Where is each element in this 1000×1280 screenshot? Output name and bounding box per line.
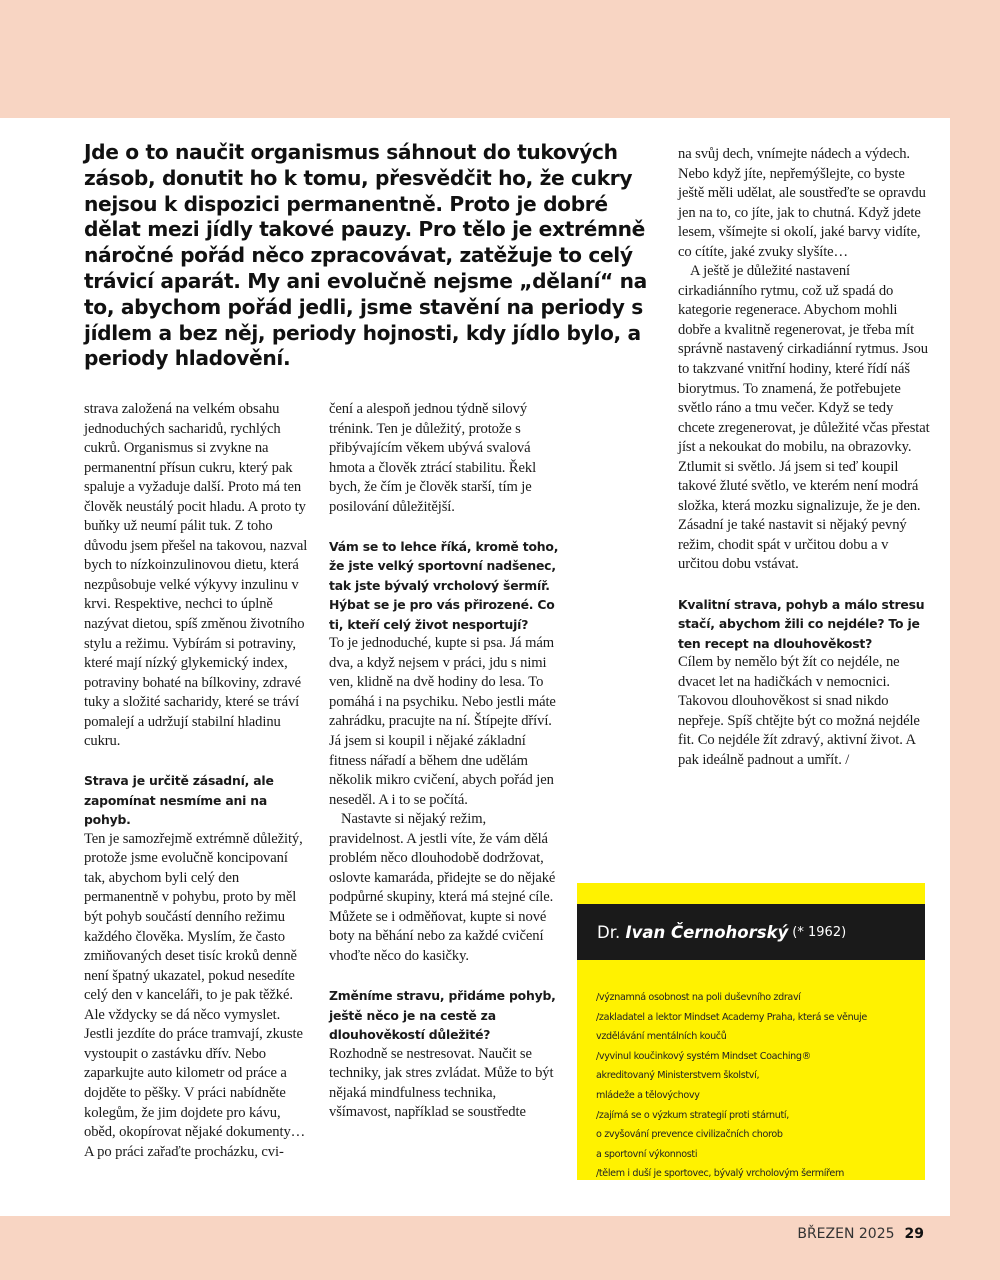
bio-line: /tělem i duší je sportovec, bývalý vrcholovým šermířem [596, 1168, 844, 1180]
article-page [0, 118, 950, 1216]
bio-line: vzdělávání mentálních koučů [596, 1031, 727, 1043]
interview-question: Vám se to lehce říká, kromě toho, že jste velký sportovní nadšenec, tak jste bývalý vrcholový šermíř. Hýbat se je pro vás přirozené. Co ti, kteří celý život nesportují? [329, 538, 559, 632]
text-column-1 [84, 400, 312, 1162]
bio-line: /zajímá se o výzkum strategií proti stárnutí, [596, 1109, 789, 1121]
bio-year: (* 1962) [792, 924, 847, 940]
text-column-3 [678, 145, 930, 770]
paragraph: Rozhodně se nestresovat. Naučit se techniky, jak stres zvládat. Může to být nějaká mindfulness technika, všímavost, například se soustředte [329, 1045, 554, 1121]
page-footer [797, 1226, 924, 1242]
bio-name: Ivan Černohorský [625, 922, 789, 942]
interview-question: Kvalitní strava, pohyb a málo stresu stačí, abychom žili co nejdéle? To je ten recept na dlouhověkost? [678, 596, 925, 651]
bio-line: /vyvinul koučinkový systém Mindset Coaching® [596, 1050, 811, 1062]
pull-quote: Jde o to naučit organismus sáhnout do tukových zásob, donutit ho k tomu, přesvědčit ho, že cukry nejsou k dispozici permanentně. Proto je dobré dělat mezi jídly takové pauzy. Pro tělo je extrémně náročné pořád něco zpracovávat, zatěžuje to celý trávicí aparát. My ani evolučně nejsme „dělaní“ na to, abychom pořád jedli, jsme stavění na periody s jídlem a bez něj, periody hojnosti, kdy jídlo bylo, a periody hladovění. [84, 140, 647, 371]
paragraph: čení a alespoň jednou týdně silový trénink. Ten je důležitý, protože s přibývajícím věkem ubývá svalová hmota a člověk ztrácí stabilitu. Řekl bych, že čím je člověk starší, tím je posilování důležitější. [329, 401, 537, 515]
bio-list [596, 988, 921, 1184]
interview-question: Strava je určitě zásadní, ale zapomínat nesmíme ani na pohyb. [84, 773, 274, 828]
text-column-2 [329, 400, 561, 1123]
bio-box [577, 883, 925, 1180]
bio-line: akreditovaný Ministerstvem školství, [596, 1070, 760, 1082]
bio-line: o zvyšování prevence civilizačních chorob [596, 1129, 783, 1141]
interview-question: Změníme stravu, přidáme pohyb, ještě něco je na cestě za dlouhověkostí důležité? [329, 988, 556, 1043]
bio-line: /významná osobnost na poli duševního zdraví [596, 992, 801, 1003]
issue-label: BŘEZEN 2025 [797, 1226, 895, 1242]
paragraph: na svůj dech, vnímejte nádech a výdech. Nebo když jíte, nepřemýšlejte, co byste ještě měli udělat, ale soustřeďte se opravdu jen na to, co jíte, jak to chutná. Když jdete lesem, všímejte si okolí, jaké barvy vidíte, co cítíte, jaké zvuky slyšíte… [678, 146, 926, 260]
bio-header [577, 904, 925, 960]
paragraph: Nastavte si nějaký režim, pravidelnost. A jestli víte, že vám dělá problém něco dlouhodobě dodržovat, oslovte kamaráda, přidejte se do nějaké podpůrné skupiny, která má stejné cíle. Můžete se i odměňovat, kupte si nové boty na běhání nebo za každé cvičení vhoďte něco do kasičky. [329, 811, 556, 965]
bio-line: /zakladatel a lektor Mindset Academy Praha, která se věnuje [596, 1011, 867, 1023]
bio-line: mládeže a tělovýchovy [596, 1089, 700, 1101]
paragraph: strava založená na velkém obsahu jednoduchých sacharidů, rychlých cukrů. Organismus si zvykne na permanentní přísun cukru, který pak spaluje a vyžaduje další. Proto má ten člověk neustálý pocit hladu. A proto ty buňky už neumí pálit tuk. Z toho důvodu jsem přešel na takovou, nazval bych to nízkoinzulinovou dietu, která nezpůsobuje velké výkyvy inzulinu v krvi. Respektive, nechci to úplně nazývat dietou, spíš změnou životního stylu a režimu. Vybírám si potraviny, které mají nízký glykemický index, potraviny bohaté na bílkoviny, zdravé tuky a složité sacharidy, které se tráví pomalejí a udržují stabilní hladinu cukru. [84, 401, 308, 750]
page-number: 29 [904, 1226, 924, 1242]
bio-title: Dr. [597, 922, 621, 942]
paragraph: A ještě je důležité nastavení cirkadiánního rytmu, což už spadá do kategorie regenerace. Abychom mohli dobře a kvalitně regenerovat, je třeba mít správně nastavený cirkadiánní rytmus. Jsou to takzvané vnitřní hodiny, které řídí náš biorytmus. To znamená, že potřebujete světlo ráno a tmu večer. Když se tedy chcete zregenerovat, je důležité včas přestat jíst a nekoukat do mobilu, na obrazovky. Ztlumit si světlo. Já jsem si teď koupil takové žluté světlo, ve kterém není modrá složka, která mozku signalizuje, že je den. Zásadní je také nastavit si nějaký pevný režim, chodit spát v určitou dobu a v určitou dobu vstávat. [678, 263, 930, 573]
bio-line: a sportovní výkonnosti [596, 1148, 698, 1160]
paragraph: To je jednoduché, kupte si psa. Já mám dva, a když nejsem v práci, jdu s nimi ven, klidně na dvě hodiny do lesa. To pomáhá i na psychiku. Nebo jestli máte zahrádku, pracujte na ní. Štípejte dříví. Já jsem si koupil i nějaké základní fitness nářadí a během dne udělám několik mikro cvičení, abych pořád jen neseděl. A i to se počítá. [329, 635, 556, 808]
paragraph: Cílem by nemělo být žít co nejdéle, ne dvacet let na hadičkách v nemocnici. Takovou dlouhověkost si snad nikdo nepřeje. Spíš chtějte být co možná nejdéle fit. Co nejdéle žít zdravý, aktivní život. A pak ideálně padnout a umřít. / [678, 654, 920, 768]
paragraph: Ten je samozřejmě extrémně důležitý, protože jsme evolučně koncipovaní tak, abychom byli celý den permanentně v pohybu, proto by měl být pohyb součástí denního režimu každého člověka. Myslím, že často zmiňovaných deset tisíc kroků denně není špatný ukazatel, pokud nesedíte celý den v kanceláři, to je pak těžké. Ale vždycky se dá něco vymyslet. Jestli jezdíte do práce tramvají, zkuste vystoupit o zastávku dřív. Nebo zaparkujte auto kilometr od práce a dojděte to pěšky. V práci nabídněte kolegům, že jim dojdete pro kávu, oběd, okopírovat nějaké dokumenty… A po práci zařaďte procházku, cvi- [84, 830, 306, 1160]
